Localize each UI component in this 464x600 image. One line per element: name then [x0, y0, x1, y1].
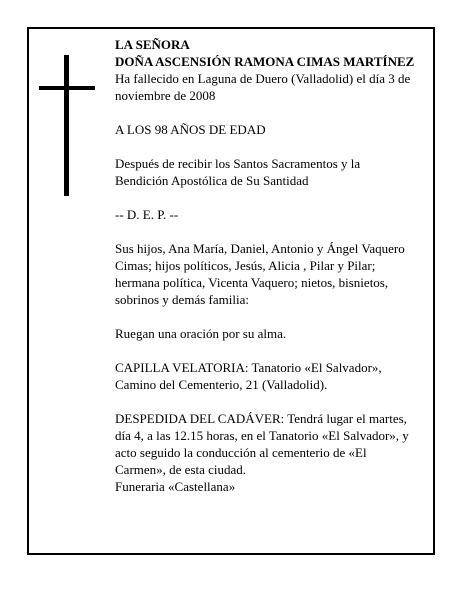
funeral-home-line: Funeraria «Castellana» [115, 479, 236, 494]
sacraments-line: Después de recibir los Santos Sacramentos y la Bendición Apostólica de Su Santidad [115, 156, 361, 188]
age-line: A LOS 98 AÑOS DE EDAD [115, 122, 266, 137]
farewell-paragraph: DESPEDIDA DEL CADÁVER: Tendrá lugar el martes, día 4, a las 12.15 horas, en el Tanatorio «El Salvador», y acto seguido la conducción al cementerio de «El Carmen», de esta ciudad. [115, 411, 409, 477]
obituary-text [115, 36, 415, 495]
deceased-name: DOÑA ASCENSIÓN RAMONA CIMAS MARTÍNEZ [115, 54, 415, 69]
cross-vertical-bar [64, 55, 69, 196]
cross-horizontal-bar [39, 86, 95, 90]
title-line: LA SEÑORA [115, 37, 190, 52]
prayer-line: Ruegan una oración por su alma. [115, 326, 287, 341]
rip-line: -- D. E. P. -- [115, 207, 179, 222]
chapel-paragraph: CAPILLA VELATORIA: Tanatorio «El Salvador», Camino del Cementerio, 21 (Valladolid). [115, 360, 382, 392]
death-info: Ha fallecido en Laguna de Duero (Valladolid) el día 3 de noviembre de 2008 [115, 71, 411, 103]
family-paragraph: Sus hijos, Ana María, Daniel, Antonio y Ángel Vaquero Cimas; hijos políticos, Jesús, Alicia , Pilar y Pilar; hermana política, Vicenta Vaquero; nietos, bisnietos, sobrinos y demás familia: [115, 241, 405, 307]
